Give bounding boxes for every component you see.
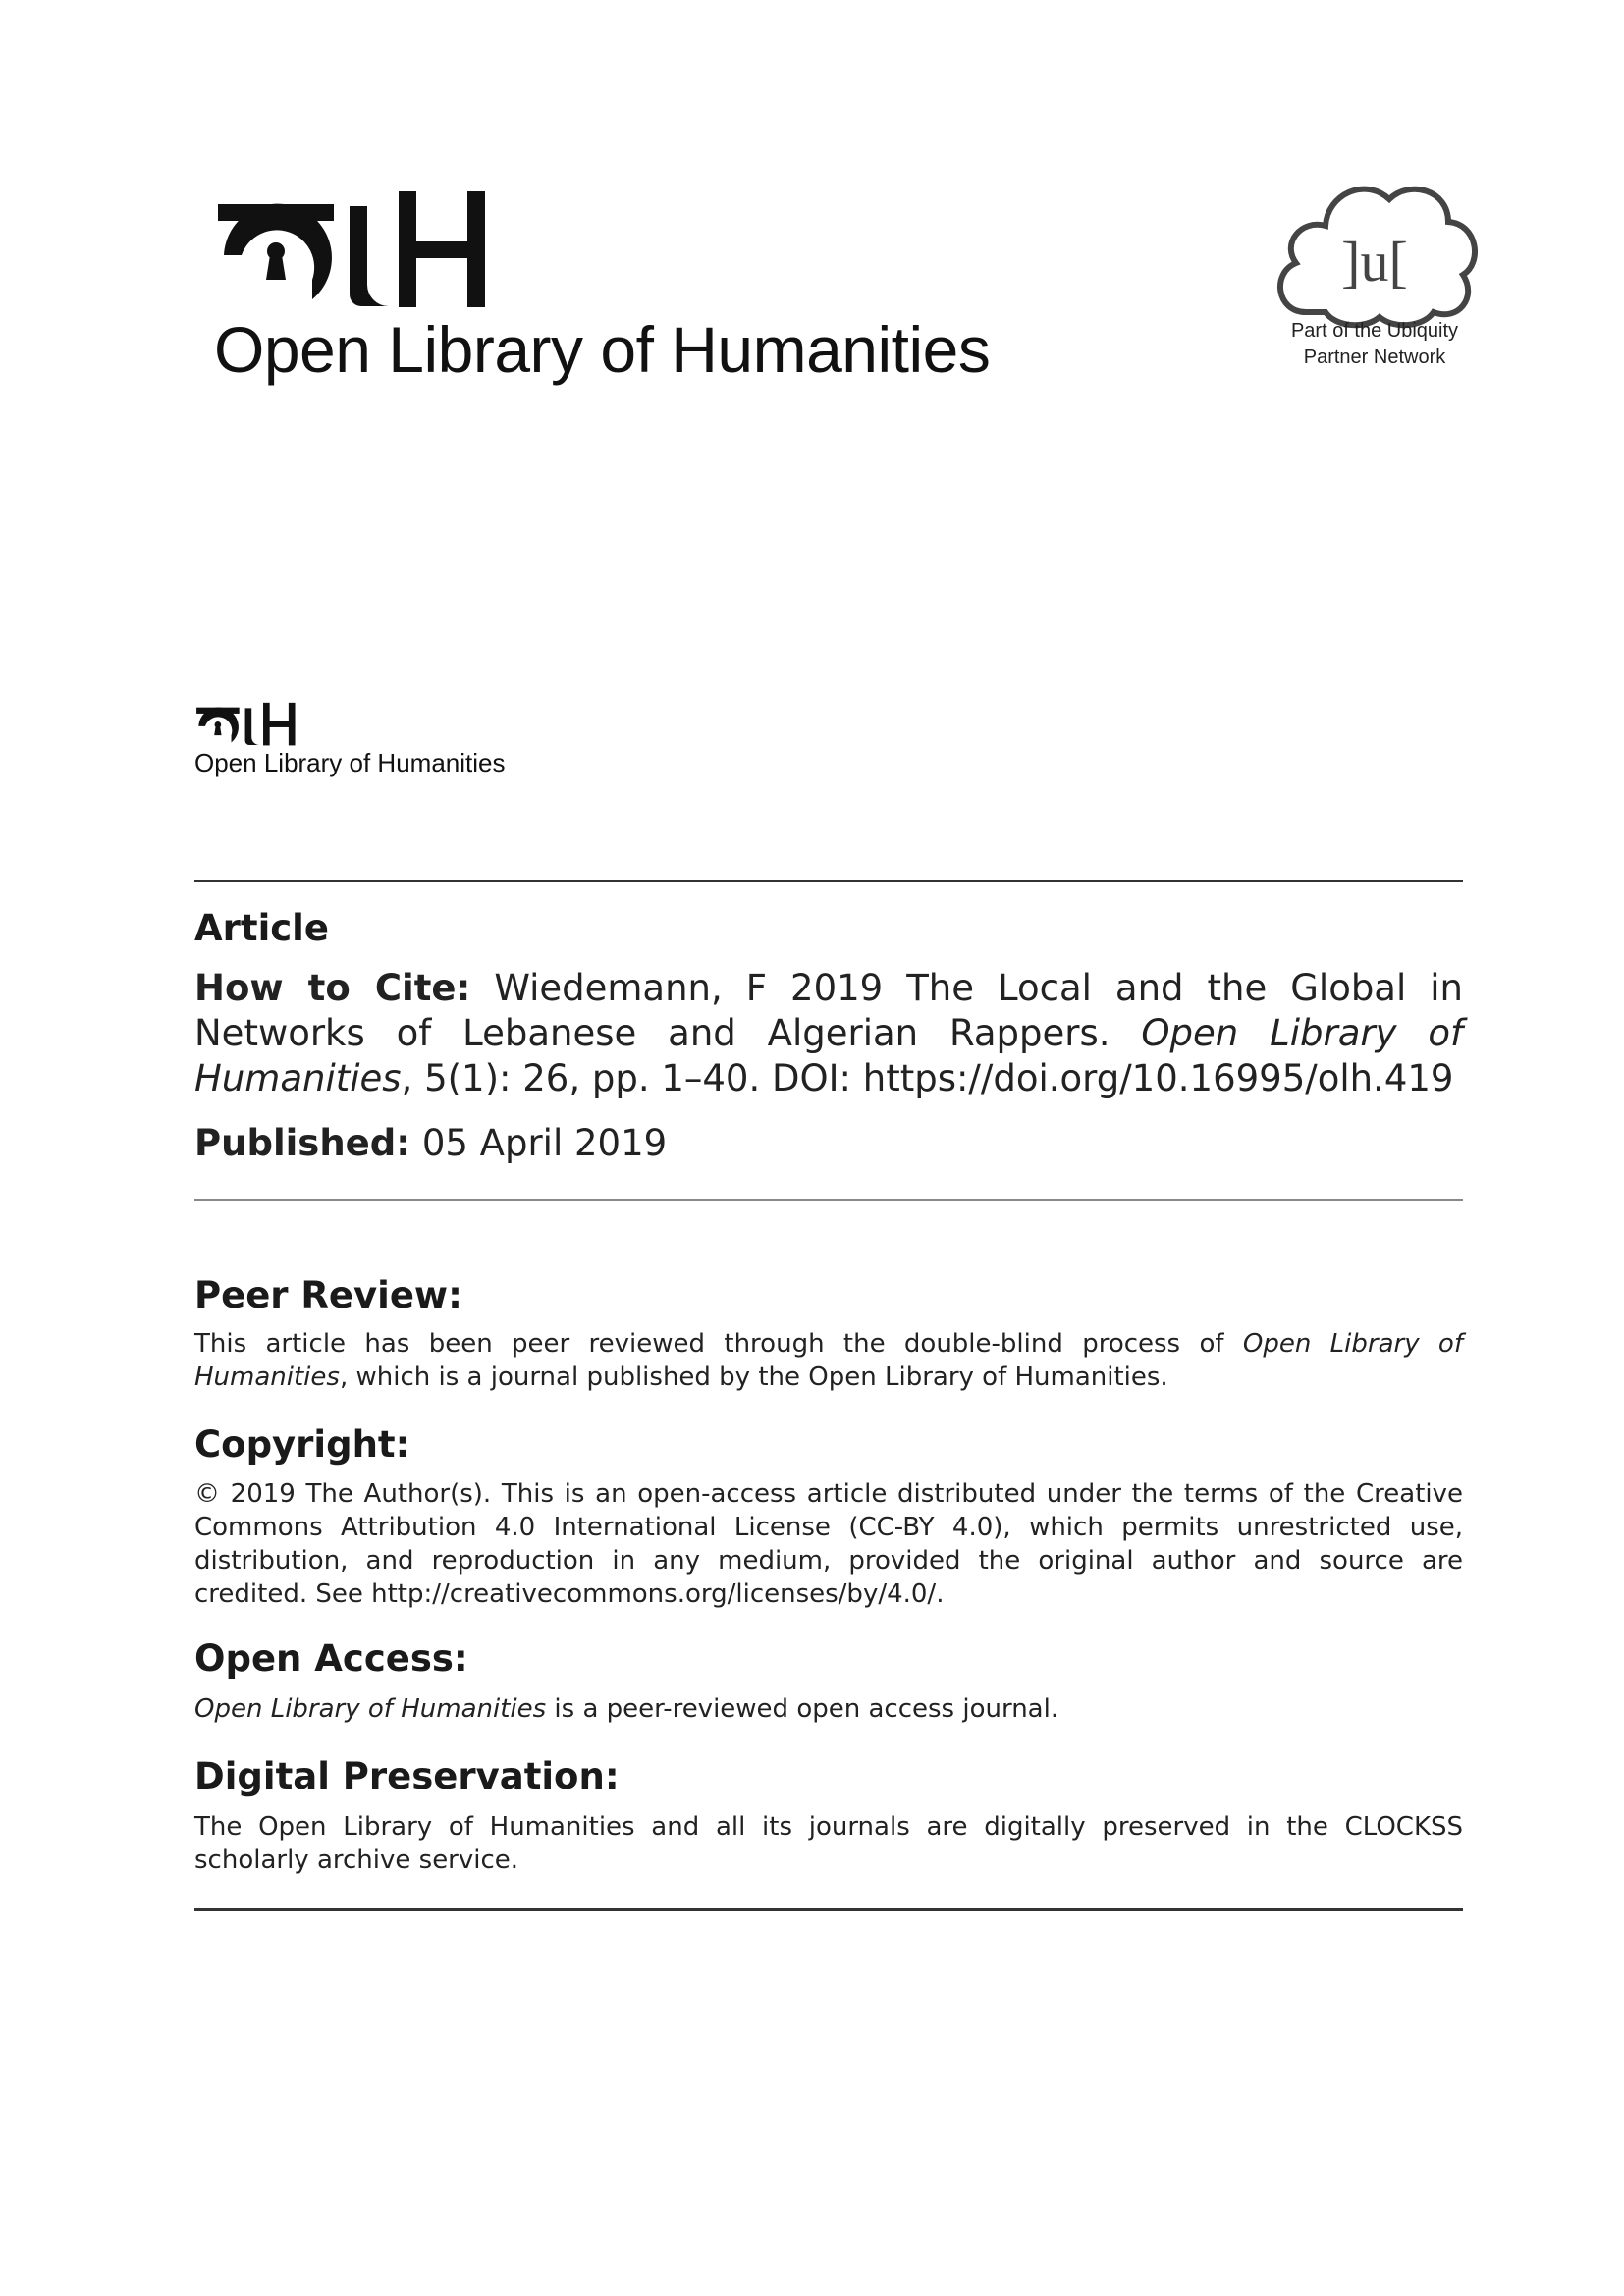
- peer-review-journal: Open Library of Humanities: [194, 1329, 1463, 1392]
- open-access-text-part2: is a peer-reviewed open access journal.: [546, 1694, 1059, 1724]
- olh-small-logo-name: Open Library of Humanities: [194, 748, 506, 777]
- open-access-journal: Open Library of Humanities: [194, 1694, 547, 1724]
- olh-small-logo-mark: [194, 701, 304, 748]
- cite-text-part2: , 5(1): 26, pp. 1–40. DOI: https://doi.org/10.16995/olh.419: [401, 1057, 1454, 1099]
- published: [194, 1121, 1463, 1166]
- how-to-cite: [194, 966, 1463, 1101]
- ubiquity-text-line2: Partner Network: [1303, 347, 1446, 368]
- divider-bottom: [194, 1908, 1463, 1911]
- peer-review-text-part2: , which is a journal published by the Open Library of Humanities.: [339, 1362, 1168, 1392]
- peer-review-text-part1: This article has been peer reviewed through the double-blind process of: [194, 1329, 1243, 1359]
- ubiquity-cloud-logo: [1267, 165, 1483, 332]
- cite-text-part1: Wiedemann, F 2019 The Local and the Global in Networks of Lebanese and Algerian Rappers.: [194, 967, 1463, 1054]
- published-date: 05 April 2019: [421, 1122, 668, 1164]
- cite-journal: Open Library of Humanities: [194, 1012, 1463, 1099]
- peer-review-heading: Peer Review:: [194, 1274, 462, 1316]
- open-access-text: [194, 1692, 1463, 1726]
- divider-mid: [194, 1199, 1463, 1201]
- divider-top: [194, 880, 1463, 882]
- olh-logo-mark: [214, 187, 509, 314]
- peer-review-text: [194, 1327, 1463, 1394]
- copyright-text: © 2019 The Author(s). This is an open-access article distributed under the terms of the Creative Commons Attribution 4.0 International License (CC-BY 4.0), which permits unrestricted use, distribution, and reproduction in any medium, provided the original author and source are credited. See http://creativecommons.org/licenses/by/4.0/.: [194, 1479, 1463, 1609]
- article-type-label: Article: [194, 907, 329, 949]
- svg-text:]u[: ]u[: [1341, 230, 1408, 294]
- ubiquity-partner-text: [1247, 318, 1502, 371]
- open-access-heading: Open Access:: [194, 1637, 468, 1680]
- digital-preservation-text: The Open Library of Humanities and all its journals are digitally preserved in the CLOCKSS scholarly archive service.: [194, 1812, 1463, 1875]
- ubiquity-text-line1: Part of the Ubiquity: [1290, 320, 1459, 342]
- copyright-heading: Copyright:: [194, 1423, 410, 1466]
- olh-logo-name: Open Library of Humanities: [214, 313, 991, 386]
- article-type: [194, 907, 1463, 949]
- digital-preservation-heading: Digital Preservation:: [194, 1755, 620, 1797]
- cite-label: How to Cite:: [194, 967, 471, 1009]
- published-label: Published:: [194, 1122, 411, 1164]
